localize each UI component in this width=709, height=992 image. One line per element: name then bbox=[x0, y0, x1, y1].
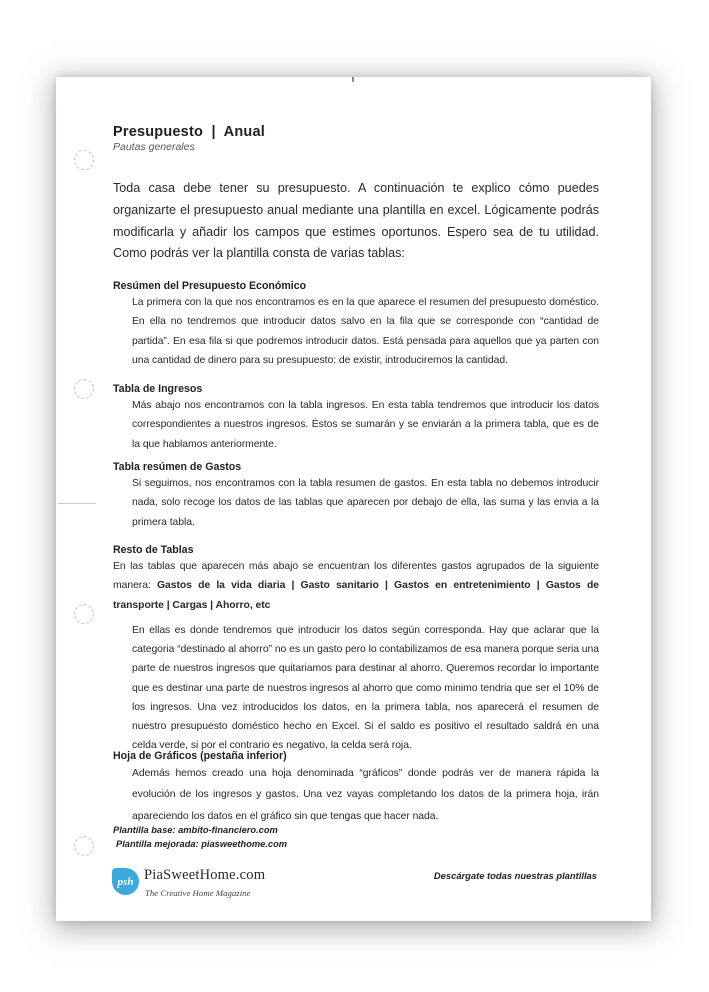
brand-tagline: The Creative Home Magazine bbox=[145, 888, 251, 898]
section-body-resto-tablas bbox=[113, 557, 599, 615]
intro-paragraph: Toda casa debe tener su presupuesto. A continuación te explico cómo puedes organizarte el presupuesto anual mediante una plantilla en excel. Lógicamente podrás modificarla y añadir los campos que estimes oportunos. Espero sea de tu utilidad. Como podrás ver la plantilla consta de varias tablas: bbox=[113, 181, 599, 261]
section-body-hoja-graficos: Además hemos creado una hoja denominada “gráficos” donde podrás ver de manera rápida la evolución de los ingresos y gastos. Una vez vayas completando los datos de la primera hoja, irán apareciendo los datos en el gráfico sin que tengas que hacer nada. bbox=[132, 768, 599, 822]
page-subtitle: Pautas generales bbox=[113, 141, 195, 153]
credit-improved-template: Plantilla mejorada: piasweethome.com bbox=[116, 839, 288, 849]
section-heading-resumen-presupuesto: Resúmen del Presupuesto Económico bbox=[113, 280, 307, 292]
fold-mark bbox=[58, 503, 96, 504]
punch-hole-icon bbox=[74, 150, 94, 170]
brand-name: PiaSweetHome.com bbox=[144, 867, 266, 883]
document-page bbox=[56, 77, 651, 921]
gastos-categories-list: Gastos de la vida diaria | Gasto sanitario | Gastos en entretenimiento | Gastos de transporte | Cargas | Ahorro, etc bbox=[113, 580, 599, 611]
section-heading-resto-tablas: Resto de Tablas bbox=[113, 544, 194, 556]
resto-tablas-text: En las tablas que aparecen más abajo se encuentran los diferentes gastos agrupados de la siguiente manera: bbox=[113, 561, 599, 592]
template-credits bbox=[113, 823, 599, 851]
punch-hole-icon bbox=[74, 836, 94, 856]
credit-base-template: Plantilla base: ambito-financiero.com bbox=[113, 825, 278, 835]
punch-hole-icon bbox=[74, 604, 94, 624]
section-heading-hoja-graficos: Hoja de Gráficos (pestaña inferior) bbox=[113, 750, 287, 762]
section-body-tabla-gastos: Si seguimos, nos encontramos con la tabla resumen de gastos. En esta tabla no debemos introducir nada, solo recoge los datos de las tablas que aparecen por debajo de ella, las suma y las envia a la primera tabla. bbox=[132, 478, 599, 528]
section-heading-tabla-gastos: Tabla resúmen de Gastos bbox=[113, 461, 242, 473]
section-heading-tabla-ingresos: Tabla de Ingresos bbox=[113, 383, 203, 395]
page-title: Presupuesto | Anual bbox=[113, 124, 265, 140]
punch-hole-icon bbox=[74, 379, 94, 399]
detail-paragraph: En ellas es donde tendremos que introducir los datos según corresponda. Hay que aclarar que la categoria “destinado al ahorro” no es un gasto pero lo contabilizamos de esa manera porque seria una parte de nuestros ingresos que quitariamos para destinar al ahorro. Queremos recordar lo importante que es destinar una parte de nuestros ingresos al ahorro que como minimo tendria que ser el 10% de los ingresos. Una vez introducidos los datos, en la primera tabla, nos aparecerá el resumen de nuestro presupuesto doméstico hecho en Excel. Si el saldo es positivo el resultado saldrá en una celda verde, si por el contrario es negativo, la celda será roja. bbox=[132, 625, 599, 752]
registration-mark bbox=[352, 77, 354, 82]
section-body-tabla-ingresos: Más abajo nos encontramos con la tabla ingresos. En esta tabla tendremos que introducir los datos correspondientes a nuestros ingresos. Éstos se sumarán y se enviarán a la primera tabla, que es de la que hablamos anteriormente. bbox=[132, 400, 599, 450]
psh-logo-icon: psh bbox=[112, 868, 139, 895]
section-body-resumen-presupuesto: La primera con la que nos encontramos es en la que aparece el resumen del presupuesto doméstico. En ella no tendremos que introducir datos salvo en la fila que se corresponde con “cantidad de partida”. En esa fila si que podremos introducir datos. Está pensada para aquellos que ya parten con una cantidad de dinero para su presupuesto: de existir, introduciremos la cantidad. bbox=[132, 297, 599, 367]
download-templates-text: Descárgate todas nuestras plantillas bbox=[433, 870, 597, 881]
